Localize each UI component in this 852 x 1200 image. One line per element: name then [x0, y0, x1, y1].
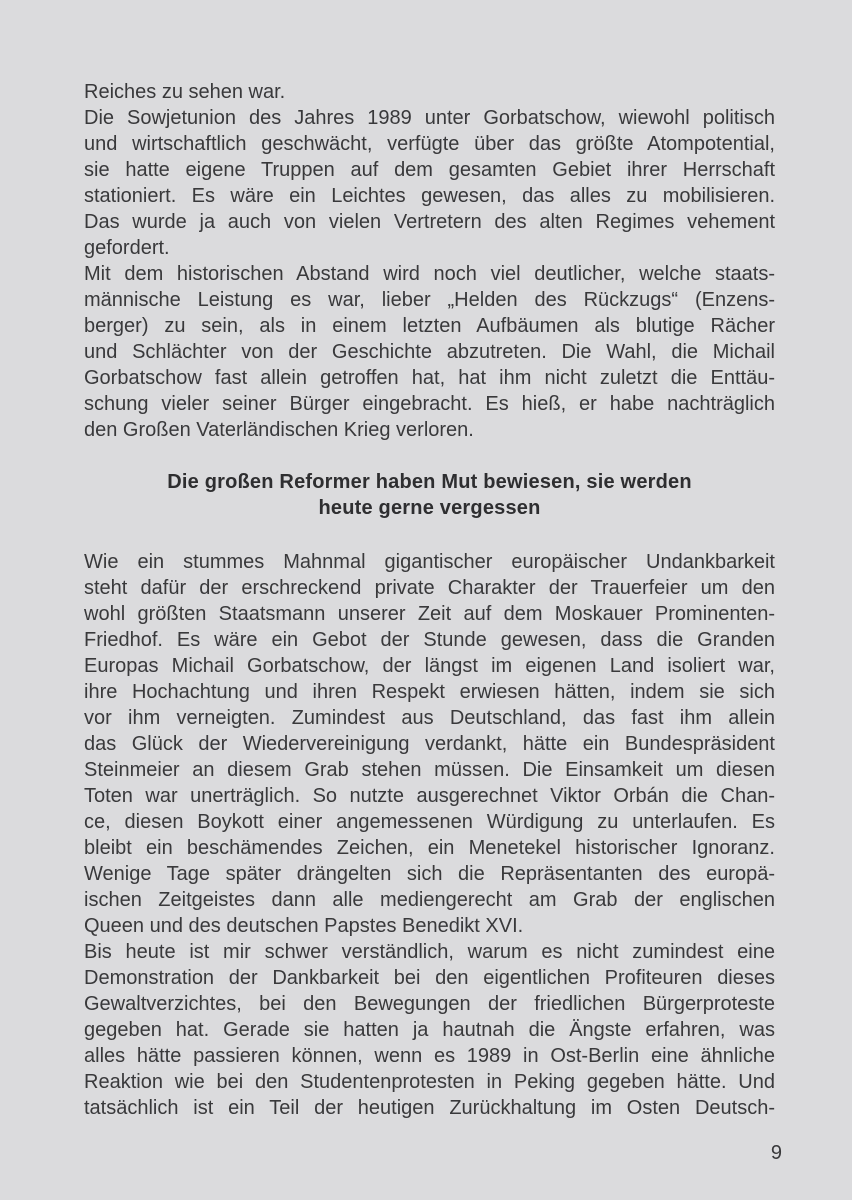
section-heading [84, 469, 775, 521]
text-line: das Glück der Wiedervereinigung verdankt, hätte ein Bundespräsident [84, 733, 775, 755]
text-line: und wirtschaftlich geschwächt, verfügte über das größte Atompotential, [84, 133, 775, 155]
text-line: steht dafür der erschreckend private Charakter der Trauerfeier um den [84, 577, 775, 599]
text-line: Bis heute ist mir schwer verständlich, warum es nicht zumindest eine [84, 941, 775, 963]
paragraph [84, 79, 775, 105]
text-line: den Großen Vaterländischen Krieg verloren. [84, 419, 474, 441]
paragraph [84, 261, 775, 443]
text-line: Wie ein stummes Mahnmal gigantischer europäischer Undankbarkeit [84, 551, 775, 573]
paragraph [84, 105, 775, 261]
text-line: Mit dem historischen Abstand wird noch viel deutlicher, welche staats- [84, 263, 775, 285]
page-number: 9 [770, 1142, 782, 1164]
text-line: Wenige Tage später drängelten sich die Repräsentanten des europä- [84, 863, 775, 885]
text-line: Queen und des deutschen Papstes Benedikt XVI. [84, 915, 524, 937]
text-line: bleibt ein beschämendes Zeichen, ein Menetekel historischer Ignoranz. [84, 837, 775, 859]
text-line: ihre Hochachtung und ihren Respekt erwiesen hätten, indem sie sich [84, 681, 775, 703]
text-line: sie hatte eigene Truppen auf dem gesamten Gebiet ihrer Herrschaft [84, 159, 775, 181]
text-line: und Schlächter von der Geschichte abzutreten. Die Wahl, die Michail [84, 341, 775, 363]
text-line: männische Leistung es war, lieber „Helden des Rückzugs“ (Enzens- [84, 289, 775, 311]
text-line: alles hätte passieren können, wenn es 1989 in Ost-Berlin eine ähnliche [84, 1045, 775, 1067]
text-line: Europas Michail Gorbatschow, der längst im eigenen Land isoliert war, [84, 655, 775, 677]
heading-line: Die großen Reformer haben Mut bewiesen, sie werden [167, 471, 692, 493]
text-line: Demonstration der Dankbarkeit bei den eigentlichen Profiteuren dieses [84, 967, 775, 989]
text-line: Das wurde ja auch von vielen Vertretern des alten Regimes vehement [84, 211, 775, 233]
text-line: Steinmeier an diesem Grab stehen müssen. Die Einsamkeit um diesen [84, 759, 775, 781]
text-line: Reiches zu sehen war. [84, 81, 286, 103]
text-line: Reaktion wie bei den Studentenprotesten in Peking gegeben hätte. Und [84, 1071, 775, 1093]
text-line: gegeben hat. Gerade sie hatten ja hautnah die Ängste erfahren, was [84, 1019, 775, 1041]
text-line: stationiert. Es wäre ein Leichtes gewesen, das alles zu mobilisieren. [84, 185, 775, 207]
paragraph [84, 939, 775, 1121]
text-column [84, 79, 775, 1121]
paragraph [84, 549, 775, 939]
text-line: berger) zu sein, als in einem letzten Aufbäumen als blutige Rächer [84, 315, 775, 337]
text-line: schung vieler seiner Bürger eingebracht. Es hieß, er habe nachträglich [84, 393, 775, 415]
text-line: wohl größten Staatsmann unserer Zeit auf dem Moskauer Prominenten- [84, 603, 775, 625]
text-line: ischen Zeitgeistes dann alle mediengerecht am Grab der englischen [84, 889, 775, 911]
text-line: Toten war unerträglich. So nutzte ausgerechnet Viktor Orbán die Chan- [84, 785, 775, 807]
text-line: ce, diesen Boykott einer angemessenen Würdigung zu unterlaufen. Es [84, 811, 775, 833]
text-line: gefordert. [84, 237, 170, 259]
text-line: Friedhof. Es wäre ein Gebot der Stunde gewesen, dass die Granden [84, 629, 775, 651]
heading-line: heute gerne vergessen [318, 497, 541, 519]
text-line: Gorbatschow fast allein getroffen hat, hat ihm nicht zuletzt die Enttäu- [84, 367, 775, 389]
text-line: vor ihm verneigten. Zumindest aus Deutschland, das fast ihm allein [84, 707, 775, 729]
text-line: Gewaltverzichtes, bei den Bewegungen der friedlichen Bürgerproteste [84, 993, 775, 1015]
text-line: tatsächlich ist ein Teil der heutigen Zurückhaltung im Osten Deutsch- [84, 1097, 775, 1119]
text-line: Die Sowjetunion des Jahres 1989 unter Gorbatschow, wiewohl politisch [84, 107, 775, 129]
